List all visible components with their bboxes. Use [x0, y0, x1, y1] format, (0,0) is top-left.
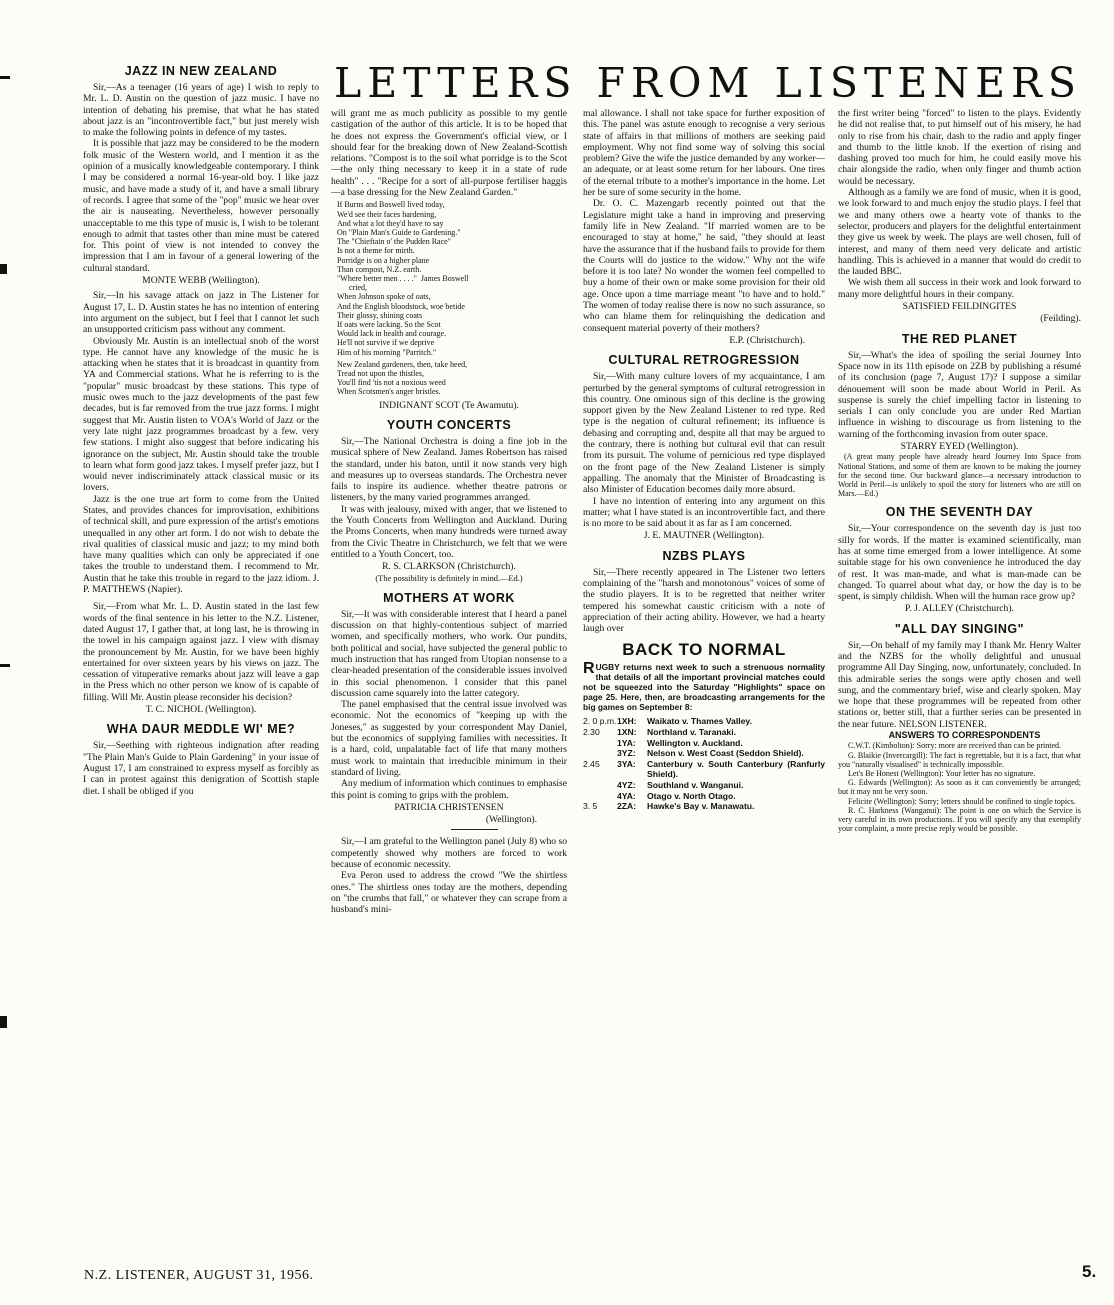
letter-signature: P. J. ALLEY (Christchurch). — [905, 603, 1014, 615]
schedule-row — [583, 727, 825, 738]
letter-text: We wish them all success in their work and look forward to many more delightful hours in their company. — [838, 277, 1081, 300]
letter-text: I have no intention of entering into any argument on this matter; what I have stated is an incontrovertible fact, and there is no more to be said about it as far as I am concerned. — [583, 495, 825, 530]
schedule-station: 4YA: — [617, 790, 636, 801]
letter-text: Although as a family we are fond of music, when it is good, we look forward to and much enjoy the studio plays. I feel that we and many others owe a hearty vote of thanks to the selector, producers and players for the delightful entertainment they give us week by week. The plays are well chosen, full of interest, and many of them need very delicate and artistic handling. This is achieved in a manner that would do credit to the lauded BBC. — [838, 187, 1081, 278]
letter-signature: SATISFIED FEILDINGITES — [902, 301, 1017, 313]
letter-text: It is possible that jazz may be considered to be the modern folk music of the Western world, and I mention it as the opinion of a musically knowledgeable contemporary. I think I may be considered a normal 16-year-old boy. I like jazz music, and have made a study of it, and have a small library of records. I agree that some of the "pop" music we hear over the air is nauseating. Nevertheless, however personally unacceptable to me this type of music is, I wish to be tolerant enough to admit that tastes other than mine must be catered for. This point of view is not intended to convey the impression that I am in favour of a general lowering of the cultural standard. — [83, 138, 319, 274]
schedule-match: Canterbury v. South Canterbury (Ranfurly Shield). — [647, 758, 825, 780]
letter-heading: THE RED PLANET — [901, 331, 1018, 346]
schedule-match: Wellington v. Auckland. — [647, 737, 743, 748]
letter-heading: MOTHERS AT WORK — [383, 590, 515, 605]
letter-text: The panel emphasised that the central issue involved was economic. Not the economics of "keeping up with the Joneses," as suggested by your correspondent May Daniel, but the economics of supplying families with necessities. It is a hard, cold, unpalatable fact of life that many mothers must work to maintain that irreducible minimum in their standard of living. — [331, 699, 567, 778]
schedule-row — [583, 716, 825, 727]
answer-item: G. Blaikie (Invercargill): The fact is regrettable, but it is a fact, that what you "naturally visualised" is technically impossible. — [838, 750, 1081, 769]
broadcast-schedule — [583, 716, 825, 811]
letter-signature: INDIGNANT SCOT (Te Awamutu). — [379, 399, 519, 411]
schedule-time: 3. 5 — [583, 801, 598, 812]
letter-heading: NZBS PLAYS — [662, 548, 746, 563]
letter-signature: E.P. (Christchurch). — [729, 334, 805, 346]
answer-item: Let's Be Honest (Wellington): Your letter has no signature. — [848, 768, 1036, 778]
poem: New Zealand gardeners, then, take heed, Tread not upon the thistles, You'll find 'tis not a noxious weed When Scotsmen's anger bristles. — [337, 359, 468, 397]
letter-text: Sir,—Your correspondence on the seventh day is just too silly for words. If the matter is examined scientifically, man has at some time emerged from a lower intelligence. At some suitable stage for his own convenience he introduced the day of rest. It was man-made, and what is man-made can be changed. To quarrel about what day, or how the day is to be spent, is simply childish. When will the human race grow up? — [838, 523, 1081, 603]
answer-item: Felicite (Wellington): Sorry; letters should be confined to single topics. — [848, 796, 1076, 806]
letter-text: Eva Peron used to address the crowd "We the shirtless ones." The shirtless ones today are the mothers, depending on "the crumbs that fall," or whatever they can scrape from a husband's mini- — [331, 870, 567, 916]
letter-text: Any medium of information which continues to emphasise this point is coming to grips with the problem. — [331, 778, 567, 801]
schedule-row — [583, 738, 825, 749]
letter-heading: WHA DAUR MEDDLE WI' ME? — [106, 722, 296, 737]
letter-heading: JAZZ IN NEW ZEALAND — [124, 64, 278, 78]
schedule-station: 1XH: — [617, 716, 637, 727]
schedule-row — [583, 759, 825, 780]
letter-text: Sir,—As a teenager (16 years of age) I wish to reply to Mr. L. D. Austin on the question of jazz music. I have no intention of debating his premise, that what he has stated about jazz is an "incontrovertible fact," but just merely wish to make the following points in defence of my tastes. — [83, 82, 319, 139]
letter-text: Sir,—Seething with righteous indignation after reading "The Plain Man's Guide to Plain Gardening" in your issue of August 17, I am constrained to express myself as forcibly as I can in protest against this denigration of Scottish staple diet. I shall be obliged if you — [83, 740, 319, 797]
schedule-time — [583, 791, 617, 802]
letter-text: Sir,—I am grateful to the Wellington panel (July 8) who so competently showed why mothers are forced to work because of economic necessity. — [331, 836, 567, 871]
divider — [451, 829, 498, 830]
letter-text: Sir,—What's the idea of spoiling the serial Journey Into Space now in its 11th episode on 2ZB by publishing a résumé of its conclusion (page 7, August 17)? I suppose a similar dénouement will soon be made about World in Peril. As suspense is surely the chief impelling factor in listening to serials I can only conclude you are under Red Martian influence in wishing to discourage us from listening to the warning of the forthcoming invasion from outer space. — [838, 349, 1081, 440]
column-2 — [331, 108, 567, 1260]
letter-text: will grant me as much publicity as possible to my gentle castigation of the author of this article. It is to be hoped that he does not express the Government's official view, or I should fear for the breaking down of New Zealand-Scottish relations. "Compost is to the soil what porridge is to the Scot—the only thing necessary to keep it in a state of rude health" . . . "Recipe for a sort of all-purpose fertiliser haggis—a base dressing for the New Zealand Garden." — [331, 108, 567, 199]
schedule-row — [583, 748, 825, 759]
footer-publication-date: N.Z. LISTENER, AUGUST 31, 1956. — [84, 1268, 314, 1283]
rugby-notice — [583, 662, 825, 712]
letter-text: Obviously Mr. Austin is an intellectual snob of the worst type. He cannot have any knowledge of the music he is attacking when he states that it is broadcast in quantity from YA and Commercial stations. What he is referring to is the "popular" music broadcast by these stations. This type of music owes much to the jazz developments of the past few decades, but is far removed from the true jazz forms. I might suggest that Mr. Austin listen to VOA's World of Jazz or the very late night jazz programmes broadcast by a few. very few stations. I might also suggest that before indicating his ignorance on the subject, Mr. Austin should take the trouble to learn what form good jazz takes. I myself prefer jazz, but I would never indiscriminately attack classical music or its lovers. — [83, 335, 319, 494]
schedule-time: 2.30 — [583, 727, 600, 738]
letter-signature: STARRY EYED (Wellington). — [900, 441, 1019, 453]
schedule-match: Waikato v. Thames Valley. — [647, 716, 752, 727]
rugby-intro: UGBY returns next week to such a strenuous normality that details of all the important provincial matches could not be squeezed into the Saturday "Highlights" space on page 25. Here, then, are broadcasting arrangements for the big games on September 8: — [583, 662, 825, 713]
letter-text: Sir,—From what Mr. L. D. Austin stated in the last few words of the final sentence in his letter to the N.Z. Listener, dated August 17, I gather that, at long last, he is throwing in the towel in his campaign against jazz. I view with dismay the pronouncement by Mr. Austin, for we have been highly entertained for over sixteen years by his views on jazz. The cessation of vituperative remarks about jazz will leave a gap in the Press which no other person we know of is capable of filling. Will Mr. Austin please reconsider his decision? — [83, 601, 319, 703]
schedule-match: Otago v. North Otago. — [647, 790, 736, 801]
letter-text: Sir,—In his savage attack on jazz in The Listener for August 17, L. D. Austin states he has no intention of entering into argument on the subject, but I feel that I cannot let such an unsupported criticism pass without any comment. — [83, 290, 319, 336]
schedule-match: Nelson v. West Coast (Seddon Shield). — [647, 748, 804, 759]
schedule-row — [583, 801, 825, 812]
answers-heading: ANSWERS TO CORRESPONDENTS — [888, 730, 1041, 741]
drop-cap: R — [583, 660, 595, 678]
letter-text: Dr. O. C. Mazengarb recently pointed out that the Legislature might take a hand in improving and preserving family life in New Zealand. "If married women are to be encouraged to stay at home," he said, "they should at least have the assurance that if the husband fails to provide for them the Courts will do justice to the widow." Why not the wife before it is too late? No wonder the women feel compelled to buy a home of their own or make some provision for their old age. Once upon a time marriage meant "to have and to hold." The women of today realise there is now no such assurance, so who can blame them for relinquishing the dedication and consequent material poverty of their mothers? — [583, 198, 825, 334]
column-3 — [583, 108, 825, 1260]
answer-item: C.W.T. (Kimbolton): Sorry: more are received than can be printed. — [848, 741, 1062, 751]
letter-text: Sir,—On behalf of my family may I thank Mr. Henry Walter and the NZBS for the wholly delightful and unusual programme All Day Singing, now, unfortunately, concluded. In this admirable series the songs were aptly chosen and well sung, and the commentary brief, wise and clearly spoken. May we hope that these programmes will be repeated from other stations or, better still, that a further series can be presented in the near future. NELSON LISTENER. — [838, 639, 1081, 730]
schedule-time — [583, 748, 617, 759]
schedule-match: Southland v. Wanganui. — [647, 780, 744, 791]
page-number: 5. — [1082, 1262, 1097, 1281]
letter-heading: CULTURAL RETROGRESSION — [608, 353, 800, 368]
letter-signature: T. C. NICHOL (Wellington). — [145, 704, 257, 716]
letter-text: Jazz is the one true art form to come from the United States, and provides chances for improvisation, exhibitions of technical skill, and pure expression of the artist's emotions unequalled in any other art form. I do not wish to debate the rival qualities of classical music and jazz; to my mind both have many qualities which can only be appreciated if one takes the trouble to understand them. I recommend to Mr. Austin that he take this trouble in regard to the jazz idiom. J. P. MATTHEWS (Napier). — [83, 493, 319, 596]
schedule-time — [583, 738, 617, 749]
editor-note: (The possibility is definitely in mind.—Ed.) — [375, 573, 523, 583]
letter-heading: "ALL DAY SINGING" — [894, 621, 1025, 636]
letter-text: Sir,—There recently appeared in The Listener two letters complaining of the "harsh and monotonous" voices of some of the studio players. It is to be regretted that neither writer tempered his somewhat caustic criticism with a note of appreciation of their acting ability. However, we had a hearty laugh over — [583, 566, 825, 635]
letter-text: the first writer being "forced" to listen to the plays. Evidently he did not realise that, to put himself out of his misery, he had only to rise from his chair, dash to the radio and apply finger and thumb to the little knob. If the exertion of rising and dashing proved too much for him, he could easily move his chair alongside the radio, when only finger and thumb action would be necessary. — [838, 108, 1081, 187]
schedule-station: 2ZA: — [617, 801, 637, 812]
schedule-station: 3YZ: — [617, 748, 636, 759]
schedule-time — [583, 780, 617, 791]
feature-heading: BACK TO NORMAL — [622, 640, 786, 660]
schedule-station: 3YA: — [617, 758, 636, 769]
letter-text: Sir,—It was with considerable interest that I heard a panel discussion on that highly-contentious subject of married women, and specifically mothers, who work. Our pundits, both political and social, have subjected the general public to much instruction that has ranged from Utopian nonsense to a clear-headed presentation of the considerable issues involved in this social phenomenon. I consider that this panel discussion came squarely into the latter category. — [331, 608, 567, 699]
schedule-station: 1YA: — [617, 737, 636, 748]
column-4 — [838, 108, 1081, 1260]
page-masthead: LETTERS FROM LISTENERS — [333, 59, 1083, 107]
letter-signature: (Feilding). — [1040, 313, 1081, 325]
letter-heading: YOUTH CONCERTS — [386, 417, 512, 432]
editor-note: (A great many people have already heard Journey Into Space from National Stations, and some of them are known to be making the journey for the second time. Our backward glance—a necessary introduction to World in Peril—is unlikely to spoil the story for listeners who are still on Mars.—Ed.) — [838, 452, 1081, 499]
schedule-row — [583, 791, 825, 802]
answers-list — [838, 741, 1081, 833]
column-1 — [83, 64, 319, 1259]
letter-text: mal allowance. I shall not take space for further exposition of this. The panel was astute enough to recognise a very serious state of affairs in that millions of mothers are seeking paid employment. Why not find some way of solving this social problem? Give the wife the justice demanded by any worker—an adequate, or at least some return for her labours. One tires of the eternal tribute to a mother's importance in the home. Let her be sure of some security in the home. — [583, 108, 825, 199]
binding-mark — [0, 1016, 7, 1028]
binding-mark — [0, 264, 7, 274]
letter-signature: R. S. CLARKSON (Christchurch). — [382, 561, 516, 573]
schedule-match: Hawke's Bay v. Manawatu. — [647, 801, 755, 812]
poem: If Burns and Boswell lived today, We'd see their faces hardening, And what a lot they'd have to say On "Plain Man's Guide to Gardening." The "Chieftain o' the Pudden Race" Is not a theme for mirth. Porridge is on a higher plane Than compost, N.Z. earth. "Where better men . . . ." James Boswell cried, When Johnson spoke of oats, And the English bloodstock, woe betide Their glossy, shining coats If oats were lacking. So the Scot Would lack in health and courage. He'll not survive if we deprive Him of his morning "Parritch." — [337, 200, 469, 357]
binding-mark — [0, 76, 10, 79]
answer-item: R. C. Harkness (Wanganui): The point is one on which the Service is very careful in its own productions. If you will specify any that exemplify your complaint, a more precise reply would be possible. — [838, 805, 1081, 834]
schedule-time: 2. 0 p.m. — [583, 716, 617, 727]
letter-text: Sir,—The National Orchestra is doing a fine job in the musical sphere of New Zealand. James Robertson has raised the standard, under his baton, until it now stands very high and measures up to overseas standards. The Orchestra never fails to inspire its audience. whether theatre patrons or listeners, by the many varied programmes arranged. — [331, 435, 567, 504]
letter-text: Sir,—With many culture lovers of my acquaintance, I am perturbed by the general symptoms of cultural retrogression in this country. One ominous sign of this decline is the growing support given by the New Zealand Listener to red type. Red type is the negation of cultural refinement; its influence is debasing and corrupting and, despite all that may be argued to the contrary, there is nothing but cultural evil that can result from its pursuit. The volume of pernicious red type displayed on the front page of the New Zealand Listener is simply appalling. The anomaly that the Minister of Broadcasting is also Minister of Education becomes daily more absurd. — [583, 371, 825, 496]
letter-text: It was with jealousy, mixed with anger, that we listened to the Youth Concerts from Wellington and Auckland. During the Proms Concerts, when many hundreds were turned away from the Civic Theatre in Christchurch, we felt that we were entitled to a Youth Concert, too. — [331, 503, 567, 560]
letter-signature: MONTE WEBB (Wellington). — [142, 275, 260, 287]
letter-signature: J. E. MAUTNER (Wellington). — [643, 530, 765, 542]
schedule-row — [583, 780, 825, 791]
letter-signature: PATRICIA CHRISTENSEN — [394, 801, 504, 813]
schedule-station: 1XN: — [617, 727, 637, 738]
binding-mark — [0, 664, 10, 667]
schedule-time: 2.45 — [583, 758, 600, 769]
schedule-station: 4YZ: — [617, 780, 636, 791]
answer-item: G. Edwards (Wellington): As soon as it can conveniently be arranged; but it may not be very soon. — [838, 778, 1081, 797]
letter-heading: ON THE SEVENTH DAY — [885, 505, 1034, 520]
schedule-match: Northland v. Taranaki. — [647, 727, 736, 738]
letter-signature: (Wellington). — [485, 814, 537, 826]
